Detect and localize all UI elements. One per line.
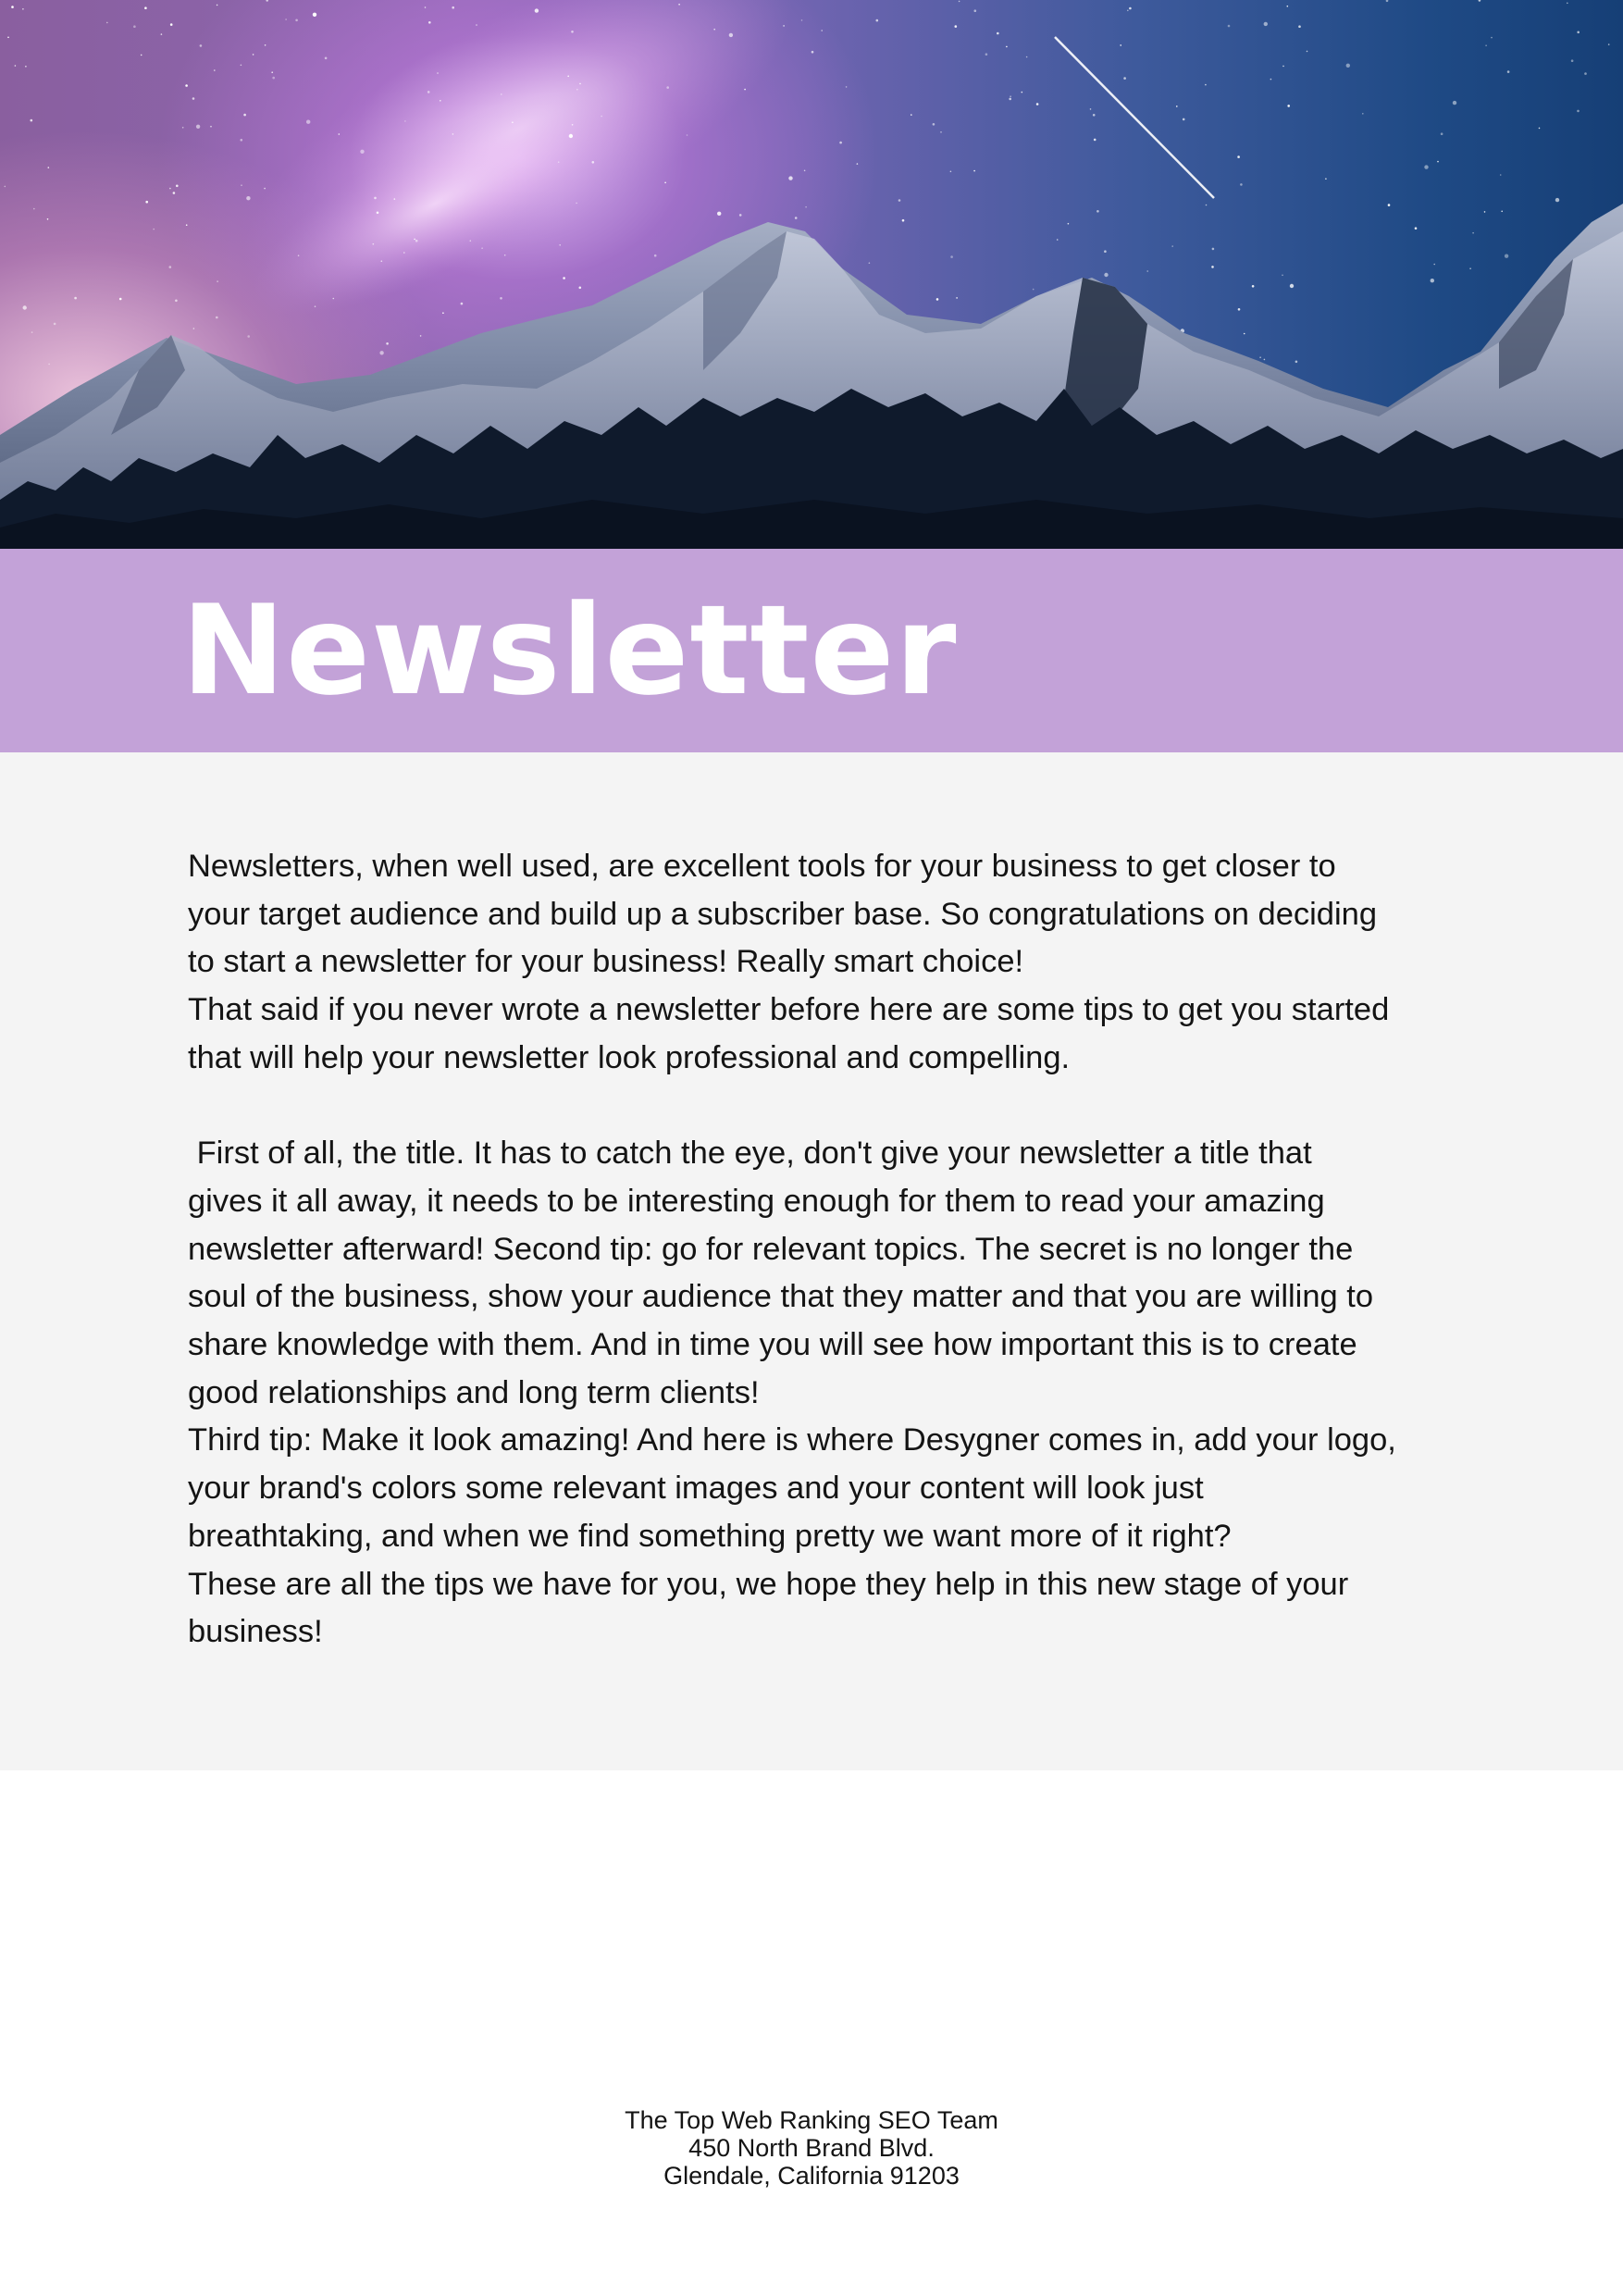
star bbox=[795, 217, 798, 219]
star bbox=[1212, 248, 1215, 251]
star bbox=[1237, 155, 1240, 158]
star bbox=[182, 127, 184, 129]
star bbox=[821, 30, 823, 31]
star bbox=[1228, 25, 1231, 28]
text-line: These are all the tips we have for you, we hope they help in this new stage of your bbox=[188, 1566, 1349, 1602]
footer-team-name: The Top Web Ranking SEO Team bbox=[625, 2106, 998, 2134]
star bbox=[997, 32, 999, 35]
star bbox=[1386, 0, 1389, 2]
star bbox=[783, 25, 785, 27]
text-line: soul of the business, show your audience that they matter and that you are willing to bbox=[188, 1279, 1374, 1315]
star bbox=[1057, 239, 1059, 241]
text-line: That said if you never wrote a newsletter before here are some tips to get you started bbox=[188, 992, 1390, 1028]
star bbox=[1424, 165, 1428, 168]
star bbox=[805, 206, 807, 208]
star bbox=[15, 65, 17, 67]
star bbox=[48, 167, 50, 168]
star bbox=[1453, 101, 1456, 105]
footer-address bbox=[0, 2106, 1623, 2190]
star bbox=[857, 163, 859, 165]
star bbox=[1287, 6, 1289, 7]
star bbox=[31, 331, 33, 333]
star bbox=[567, 76, 569, 78]
text-line: good relationships and long term clients! bbox=[188, 1374, 760, 1410]
star bbox=[452, 6, 454, 9]
star bbox=[394, 198, 396, 200]
star bbox=[1104, 273, 1108, 277]
star bbox=[241, 184, 242, 186]
star bbox=[427, 91, 430, 93]
star bbox=[420, 335, 422, 337]
star bbox=[1252, 285, 1255, 288]
star bbox=[717, 212, 721, 216]
star bbox=[216, 316, 218, 319]
star bbox=[1567, 3, 1568, 5]
star bbox=[476, 24, 477, 26]
star bbox=[144, 6, 147, 9]
star bbox=[11, 6, 14, 8]
star bbox=[1183, 118, 1185, 121]
star bbox=[106, 22, 108, 24]
star bbox=[48, 364, 50, 366]
star bbox=[315, 305, 316, 307]
title-band bbox=[0, 549, 1623, 752]
star bbox=[425, 6, 427, 8]
star bbox=[1287, 105, 1290, 107]
star bbox=[1346, 64, 1350, 68]
star bbox=[440, 100, 441, 102]
star bbox=[501, 93, 502, 95]
star bbox=[247, 335, 250, 338]
star bbox=[1120, 44, 1121, 46]
star bbox=[145, 201, 148, 204]
star bbox=[687, 134, 688, 136]
star bbox=[217, 5, 218, 6]
star bbox=[442, 312, 444, 314]
star bbox=[739, 214, 742, 217]
footer-city: Glendale, California 91203 bbox=[663, 2162, 960, 2190]
star bbox=[1068, 223, 1070, 225]
star bbox=[1433, 264, 1435, 266]
star bbox=[1240, 183, 1243, 186]
star bbox=[1104, 250, 1107, 253]
star bbox=[133, 25, 136, 28]
star bbox=[22, 8, 24, 10]
star bbox=[1608, 43, 1610, 45]
star bbox=[374, 197, 377, 200]
star bbox=[1472, 232, 1474, 234]
star bbox=[253, 54, 254, 56]
star bbox=[956, 297, 958, 299]
star bbox=[1205, 84, 1207, 86]
star bbox=[1026, 56, 1028, 58]
star bbox=[185, 84, 188, 87]
star bbox=[500, 297, 502, 300]
text-line: gives it all away, it needs to be interesting enough for them to read your amazing bbox=[188, 1183, 1325, 1219]
star bbox=[470, 240, 472, 242]
star bbox=[579, 83, 581, 85]
star bbox=[1577, 31, 1580, 34]
star bbox=[572, 124, 574, 126]
star bbox=[1290, 284, 1294, 288]
star bbox=[452, 133, 454, 135]
star bbox=[1282, 66, 1284, 68]
star bbox=[1298, 25, 1301, 28]
star bbox=[933, 123, 935, 126]
star bbox=[1006, 46, 1008, 48]
star bbox=[415, 240, 418, 242]
star bbox=[1090, 108, 1092, 110]
star bbox=[1491, 37, 1493, 39]
star bbox=[295, 19, 298, 22]
star bbox=[339, 133, 341, 135]
star bbox=[176, 185, 179, 188]
text-line: business! bbox=[188, 1614, 323, 1650]
star bbox=[812, 51, 814, 54]
star bbox=[1388, 204, 1391, 206]
star bbox=[744, 89, 746, 91]
star bbox=[173, 192, 176, 194]
star bbox=[713, 29, 715, 31]
star bbox=[1282, 275, 1283, 277]
text-line: that will help your newsletter look professional and compelling. bbox=[188, 1039, 1071, 1075]
star bbox=[313, 13, 316, 17]
star bbox=[241, 139, 243, 142]
star bbox=[558, 161, 560, 163]
star bbox=[1009, 98, 1011, 101]
star bbox=[1270, 79, 1272, 81]
star bbox=[664, 182, 666, 184]
star bbox=[1259, 356, 1261, 358]
star bbox=[386, 342, 389, 345]
star bbox=[1441, 132, 1443, 135]
star bbox=[306, 120, 310, 124]
star bbox=[373, 243, 375, 245]
star bbox=[1036, 103, 1039, 105]
text-line: newsletter afterward! Second tip: go for relevant topics. The secret is no longer the bbox=[188, 1231, 1354, 1267]
star bbox=[1094, 139, 1096, 142]
star bbox=[592, 161, 595, 164]
footer-street: 450 North Brand Blvd. bbox=[688, 2134, 935, 2162]
star bbox=[377, 212, 379, 215]
star bbox=[911, 114, 912, 116]
star bbox=[959, 1, 960, 3]
star bbox=[33, 208, 35, 210]
star bbox=[1555, 198, 1559, 202]
star bbox=[1211, 266, 1214, 268]
star bbox=[535, 8, 539, 12]
star bbox=[1325, 178, 1327, 180]
star bbox=[1238, 308, 1241, 311]
star bbox=[161, 33, 163, 35]
text-line: share knowledge with them. And in time you will see how important this is to create bbox=[188, 1327, 1357, 1363]
star bbox=[214, 69, 216, 71]
text-line: Newsletters, when well used, are excellent tools for your business to get closer to bbox=[188, 849, 1336, 884]
star bbox=[404, 120, 406, 122]
star bbox=[241, 65, 242, 67]
star bbox=[186, 224, 188, 226]
star bbox=[1033, 289, 1035, 291]
star bbox=[7, 37, 9, 39]
star bbox=[1206, 205, 1208, 206]
star bbox=[666, 86, 669, 89]
star bbox=[200, 44, 203, 47]
paragraph-spacer bbox=[188, 1083, 1465, 1131]
star bbox=[1307, 51, 1308, 53]
text-line: your brand's colors some relevant images and your content will look just bbox=[188, 1471, 1204, 1507]
hero-image bbox=[0, 0, 1623, 549]
star bbox=[169, 266, 172, 268]
star bbox=[1244, 333, 1245, 335]
star bbox=[1146, 270, 1148, 272]
star bbox=[974, 9, 977, 12]
star bbox=[381, 260, 383, 262]
star bbox=[1469, 267, 1471, 269]
star bbox=[266, 0, 268, 2]
star bbox=[1485, 44, 1487, 46]
star bbox=[193, 328, 195, 329]
star bbox=[414, 239, 415, 241]
star bbox=[678, 4, 680, 6]
star bbox=[1500, 174, 1502, 176]
star bbox=[936, 298, 939, 301]
star bbox=[285, 19, 287, 20]
star bbox=[1437, 161, 1439, 163]
paragraph-intro bbox=[188, 843, 1465, 1083]
star bbox=[654, 254, 657, 257]
star bbox=[243, 114, 246, 117]
text-line: First of all, the title. It has to catch the eye, don't give your newsletter a title that bbox=[188, 1136, 1312, 1172]
star bbox=[25, 66, 27, 68]
star bbox=[1431, 279, 1434, 282]
content-section bbox=[0, 752, 1623, 1770]
star bbox=[1415, 227, 1418, 230]
star bbox=[246, 196, 250, 200]
star bbox=[876, 19, 879, 22]
star bbox=[169, 188, 171, 190]
star bbox=[869, 262, 871, 264]
star bbox=[265, 44, 266, 46]
star bbox=[210, 126, 212, 128]
star bbox=[804, 170, 806, 172]
star bbox=[1479, 0, 1481, 2]
star bbox=[298, 254, 300, 256]
star bbox=[973, 170, 975, 172]
star bbox=[1123, 77, 1126, 80]
star bbox=[1264, 22, 1268, 26]
star bbox=[570, 134, 572, 136]
star bbox=[153, 229, 155, 230]
star bbox=[264, 188, 266, 190]
star bbox=[437, 72, 439, 74]
star bbox=[461, 303, 464, 305]
star bbox=[898, 199, 901, 202]
text-line: Third tip: Make it look amazing! And here is where Desygner comes in, add your logo, bbox=[188, 1422, 1396, 1458]
star bbox=[563, 277, 565, 279]
star bbox=[985, 53, 988, 56]
star bbox=[428, 21, 431, 24]
star bbox=[192, 97, 195, 100]
star bbox=[1171, 245, 1173, 247]
star bbox=[1010, 95, 1011, 97]
mountain-night-sky-image bbox=[0, 0, 1623, 549]
paragraph-tips bbox=[188, 1130, 1465, 1657]
star bbox=[846, 86, 848, 88]
star bbox=[1507, 70, 1510, 73]
star bbox=[950, 255, 953, 258]
star bbox=[559, 244, 561, 246]
star bbox=[1129, 7, 1132, 10]
star bbox=[1362, 113, 1364, 115]
star bbox=[360, 150, 364, 154]
star bbox=[170, 23, 173, 26]
star bbox=[955, 25, 958, 28]
star bbox=[601, 116, 602, 118]
star bbox=[801, 19, 803, 21]
star bbox=[902, 219, 905, 222]
star bbox=[196, 125, 200, 129]
star bbox=[940, 131, 942, 133]
star bbox=[1295, 361, 1298, 364]
star bbox=[175, 300, 178, 303]
star bbox=[333, 298, 335, 300]
text-line: your target audience and build up a subscriber base. So congratulations on deciding bbox=[188, 896, 1378, 932]
star bbox=[379, 351, 383, 354]
star bbox=[729, 33, 733, 37]
star bbox=[325, 57, 328, 60]
star bbox=[1264, 359, 1266, 361]
star bbox=[1584, 72, 1587, 75]
star bbox=[788, 176, 792, 180]
star bbox=[23, 305, 27, 309]
star bbox=[1505, 254, 1508, 258]
star bbox=[5, 186, 6, 188]
star bbox=[950, 171, 952, 173]
star bbox=[1022, 92, 1023, 93]
star bbox=[141, 55, 142, 56]
text-line: to start a newsletter for your business! Really smart choice! bbox=[188, 944, 1024, 980]
article-body bbox=[188, 843, 1465, 1657]
star bbox=[579, 287, 582, 290]
star bbox=[47, 218, 49, 220]
star bbox=[576, 203, 577, 205]
star bbox=[54, 323, 56, 326]
star bbox=[31, 119, 33, 122]
star bbox=[1176, 105, 1178, 107]
star bbox=[576, 89, 578, 91]
page-title: Newsletter bbox=[181, 578, 958, 723]
star bbox=[512, 121, 514, 123]
star bbox=[1539, 128, 1541, 130]
star bbox=[1096, 210, 1099, 213]
star bbox=[272, 77, 275, 80]
star bbox=[1571, 59, 1574, 62]
star bbox=[74, 297, 77, 300]
star bbox=[481, 247, 483, 249]
star bbox=[1093, 114, 1096, 117]
star bbox=[403, 252, 405, 254]
star bbox=[1484, 211, 1486, 213]
star bbox=[1501, 211, 1503, 213]
star bbox=[504, 254, 506, 256]
star bbox=[571, 31, 574, 33]
star bbox=[217, 280, 218, 282]
star bbox=[839, 142, 842, 144]
star bbox=[1577, 110, 1580, 113]
text-line: breathtaking, and when we find something pretty we want more of it right? bbox=[188, 1518, 1232, 1554]
star bbox=[1127, 10, 1129, 12]
star bbox=[271, 71, 273, 73]
star bbox=[119, 298, 122, 301]
